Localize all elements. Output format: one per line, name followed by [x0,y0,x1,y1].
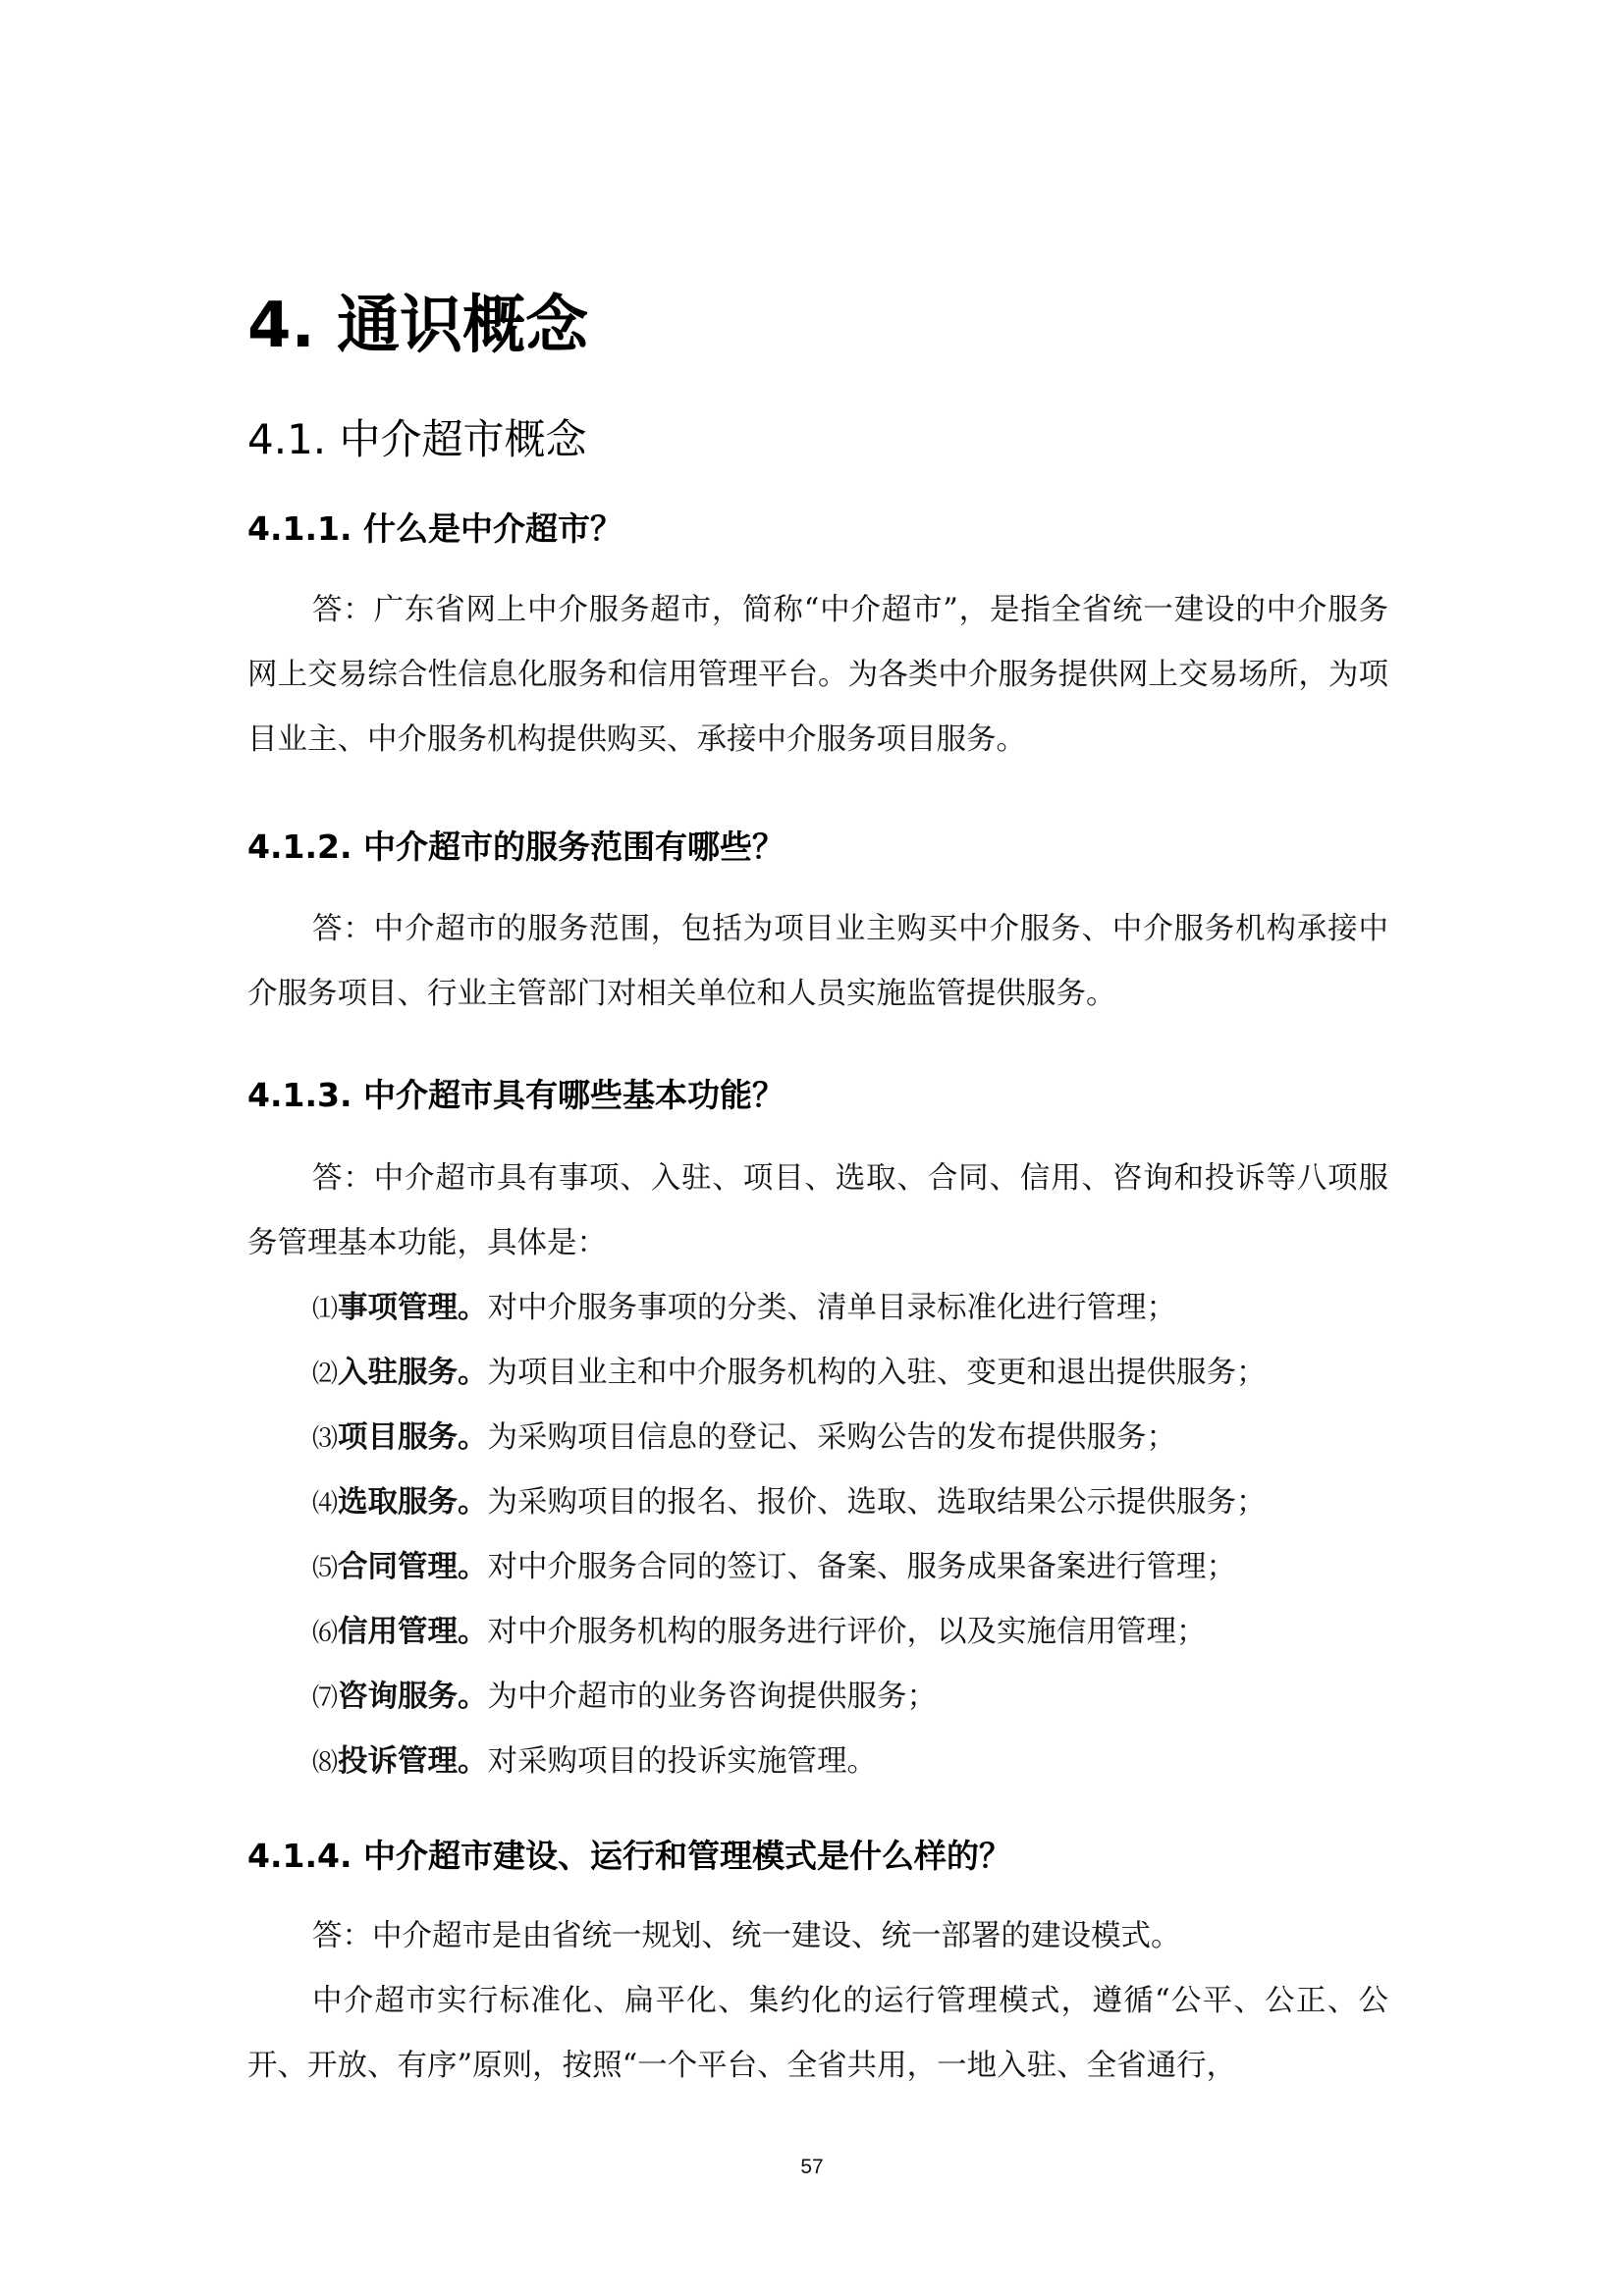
list-item-term: 选取服务。 [338,1485,488,1520]
list-item [312,1470,1267,1535]
page-number: 57 [800,2156,824,2178]
answer-4-1-4-continued: 中介超市实行标准化、扁平化、集约化的运行管理模式，遵循“公平、公正、公开、开放、有序”原则，按照“一个平台、全省共用，一地入驻、全省通行， [247,1984,1388,2083]
function-list [312,1276,1267,1794]
list-item-number: ⑻ [312,1748,339,1778]
list-item [312,1600,1267,1665]
list-item-text: 对中介服务事项的分类、清单目录标准化进行管理； [487,1291,1177,1325]
list-item-term: 入驻服务。 [338,1356,488,1390]
list-item-number: ⑸ [312,1554,339,1583]
list-item-text: 为项目业主和中介服务机构的入驻、变更和退出提供服务； [487,1356,1267,1390]
list-item-number: ⑹ [312,1619,339,1648]
question-heading-4-1-2: 4.1.2. 中介超市的服务范围有哪些？ [247,828,785,866]
list-item-text: 对中介服务合同的签订、备案、服务成果备案进行管理； [487,1550,1237,1584]
list-item-number: ⑵ [312,1360,339,1389]
list-item-number: ⑶ [312,1424,339,1454]
list-item-term: 投诉管理。 [338,1744,488,1779]
list-item [312,1341,1267,1406]
list-item-term: 咨询服务。 [338,1680,488,1714]
list-item-text: 对采购项目的投诉实施管理。 [487,1744,878,1779]
list-item-text: 为采购项目的报名、报价、选取、选取结果公示提供服务； [487,1485,1267,1520]
list-item-number: ⑴ [312,1295,339,1324]
list-item-text: 为采购项目信息的登记、采购公告的发布提供服务； [487,1420,1177,1455]
list-item-term: 项目服务。 [338,1420,488,1455]
answer-4-1-4: 答：中介超市是由省统一规划、统一建设、统一部署的建设模式。 [312,1919,1181,1953]
list-item-term: 事项管理。 [338,1291,488,1325]
section-title: 4.1. 中介超市概念 [247,415,587,463]
list-item-text: 为中介超市的业务咨询提供服务； [487,1680,938,1714]
list-item-number: ⑷ [312,1489,339,1519]
answer-4-1-2: 答：中介超市的服务范围，包括为项目业主购买中介服务、中介服务机构承接中介服务项目、行业主管部门对相关单位和人员实施监管提供服务。 [247,912,1388,1011]
question-heading-4-1-4: 4.1.4. 中介超市建设、运行和管理模式是什么样的？ [247,1837,1011,1875]
question-heading-4-1-3: 4.1.3. 中介超市具有哪些基本功能？ [247,1076,785,1114]
question-heading-4-1-1: 4.1.1. 什么是中介超市？ [247,509,623,548]
list-item [312,1730,1267,1794]
list-item-term: 合同管理。 [338,1550,488,1584]
chapter-title: 4. 通识概念 [247,290,589,362]
list-item [312,1276,1267,1341]
list-item [312,1535,1267,1600]
answer-4-1-3: 答：中介超市具有事项、入驻、项目、选取、合同、信用、咨询和投诉等八项服务管理基本功能，具体是： [247,1161,1388,1260]
answer-4-1-1: 答：广东省网上中介服务超市，简称“中介超市”，是指全省统一建设的中介服务网上交易综合性信息化服务和信用管理平台。为各类中介服务提供网上交易场所，为项目业主、中介服务机构提供购买、承接中介服务项目服务。 [247,593,1388,757]
list-item-text: 对中介服务机构的服务进行评价，以及实施信用管理； [487,1615,1207,1649]
list-item [312,1406,1267,1470]
list-item-number: ⑺ [312,1683,339,1713]
list-item [312,1665,1267,1730]
list-item-term: 信用管理。 [338,1615,488,1649]
